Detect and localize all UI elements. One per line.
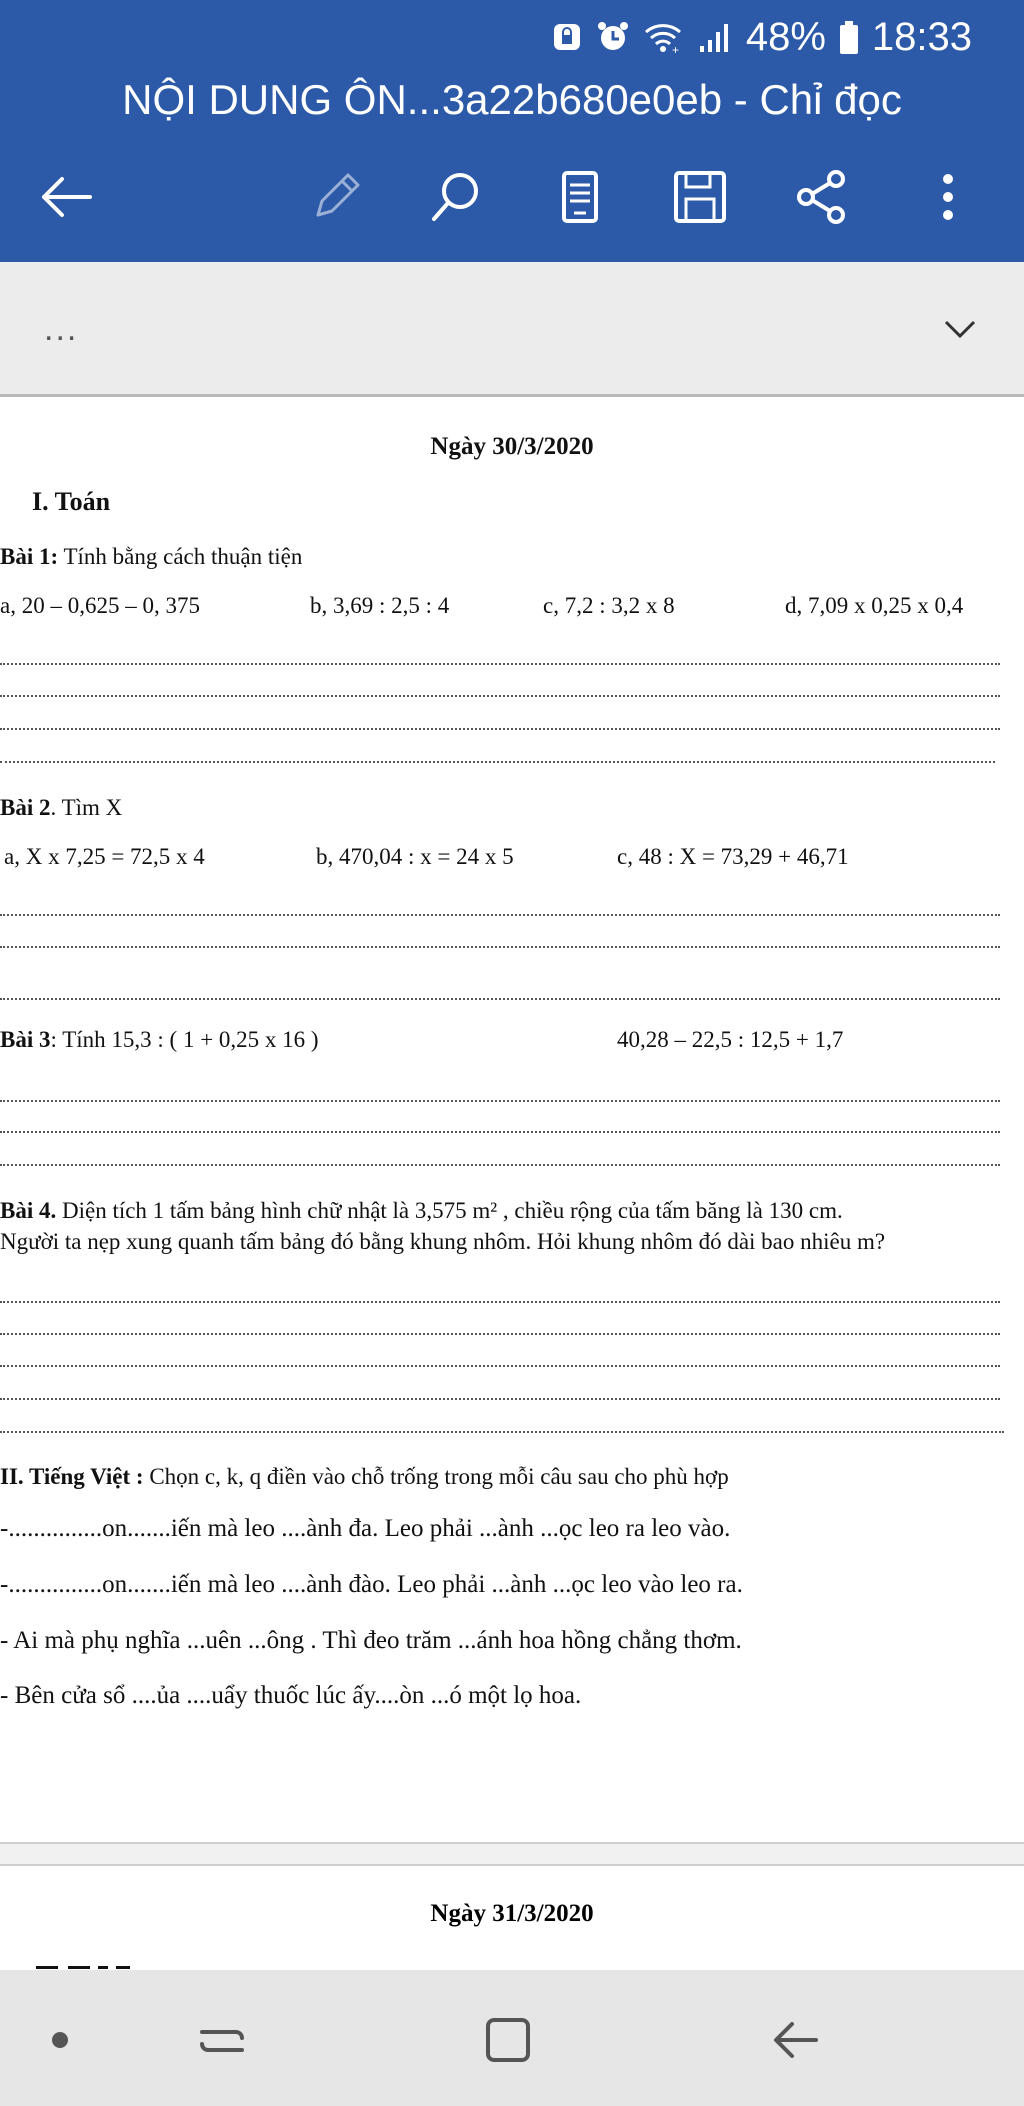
lock-icon	[550, 20, 584, 54]
exercise-1-label: Bài 1:	[0, 544, 59, 569]
document-page-2	[0, 1866, 1024, 1970]
page-separator	[0, 1842, 1024, 1866]
exercise-3-text: : Tính 15,3 : ( 1 + 0,25 x 16 )	[50, 1027, 319, 1052]
answer-line	[0, 998, 1000, 1000]
exercise-1d: d, 7,09 x 0,25 x 0,4	[785, 593, 964, 618]
battery-icon	[838, 20, 860, 54]
chevron-down-icon[interactable]	[940, 310, 980, 350]
ribbon-bar	[0, 262, 1024, 397]
exercise-4	[0, 1198, 843, 1224]
more-options-icon[interactable]	[916, 165, 980, 229]
section-vietnamese	[0, 1464, 729, 1490]
answer-line	[0, 1131, 1000, 1133]
exercise-4-line1: Diện tích 1 tấm bảng hình chữ nhật là 3,575 m² , chiều rộng của tấm băng là 130 cm.	[56, 1198, 843, 1223]
edit-pencil-icon[interactable]	[304, 165, 368, 229]
vietnamese-line-2: -...............on.......iến mà leo ....ành đào. Leo phải ...ành ...ọc leo vào leo ra.	[0, 1571, 743, 1598]
answer-line	[0, 1333, 1000, 1335]
back-arrow-icon[interactable]	[34, 165, 98, 229]
wifi-icon	[642, 20, 686, 54]
reading-view-icon[interactable]	[548, 165, 612, 229]
share-icon[interactable]	[790, 165, 854, 229]
ribbon-more-button[interactable]: ...	[44, 310, 79, 348]
section-vietnamese-text: Chọn c, k, q điền vào chỗ trống trong mỗi câu sau cho phù hợp	[143, 1464, 729, 1489]
exercise-1-text: Tính bằng cách thuận tiện	[58, 544, 303, 569]
exercise-2b: b, 470,04 : x = 24 x 5	[316, 844, 514, 869]
answer-line	[0, 663, 1000, 665]
toolbar	[0, 155, 1024, 235]
answer-line	[0, 1164, 1000, 1166]
section-math-heading: I. Toán	[32, 487, 111, 516]
date-heading: Ngày 30/3/2020	[430, 433, 594, 460]
vietnamese-line-1: -...............on.......iến mà leo ....ành đa. Leo phải ...ành ...ọc leo ra leo vào.	[0, 1515, 731, 1542]
section-vietnamese-label: II. Tiếng Việt :	[0, 1464, 144, 1489]
document-page	[0, 397, 1024, 1842]
status-bar	[550, 12, 972, 62]
answer-line	[0, 914, 1000, 916]
vietnamese-line-3: - Ai mà phụ nghĩa ...uên ...ông . Thì đeo trăm ...ánh hoa hồng chẳng thơm.	[0, 1627, 742, 1654]
answer-line	[0, 1431, 1004, 1433]
exercise-1b: b, 3,69 : 2,5 : 4	[310, 593, 450, 618]
answer-line	[0, 761, 995, 763]
home-icon[interactable]	[478, 2010, 538, 2070]
answer-line	[0, 695, 1000, 697]
navigation-bar	[0, 1970, 1024, 2106]
answer-line	[0, 1301, 1000, 1303]
exercise-2-text: . Tìm X	[50, 795, 123, 820]
back-icon[interactable]	[766, 2010, 826, 2070]
clock-time: 18:33	[871, 14, 972, 59]
answer-line	[0, 1365, 1000, 1367]
exercise-2a: a, X x 7,25 = 72,5 x 4	[4, 844, 205, 869]
exercise-1c: c, 7,2 : 3,2 x 8	[543, 593, 675, 618]
app-bar	[0, 0, 1024, 262]
exercise-2c: c, 48 : X = 73,29 + 46,71	[617, 844, 849, 869]
answer-line	[0, 1100, 1000, 1102]
exercise-4-line2: Người ta nẹp xung quanh tấm bảng đó bằng khung nhôm. Hỏi khung nhôm đó dài bao nhiêu m?	[0, 1229, 886, 1254]
exercise-1a: a, 20 – 0,625 – 0, 375	[0, 593, 200, 618]
exercise-3-label: Bài 3	[0, 1027, 51, 1052]
exercise-4-label: Bài 4.	[0, 1198, 57, 1223]
exercise-1	[0, 544, 302, 570]
svg-text:+: +	[671, 43, 679, 54]
answer-line	[0, 728, 1000, 730]
alarm-icon	[596, 20, 630, 54]
answer-line	[0, 946, 1000, 948]
recent-apps-icon[interactable]	[192, 2010, 252, 2070]
search-icon[interactable]	[424, 165, 488, 229]
document-title: NỘI DUNG ÔN...3a22b680e0eb - Chỉ đọc	[122, 76, 902, 123]
exercise-2	[0, 795, 122, 821]
vietnamese-line-4: - Bên cửa sổ ....ủa ....uẩy thuốc lúc ấy....òn ...ó một lọ hoa.	[0, 1682, 582, 1709]
save-icon[interactable]	[668, 165, 732, 229]
exercise-3b: 40,28 – 22,5 : 12,5 + 1,7	[617, 1027, 844, 1052]
nav-dot-icon[interactable]	[30, 2010, 90, 2070]
cut-off-text	[32, 1962, 152, 1970]
date-heading-2: Ngày 31/3/2020	[430, 1900, 594, 1927]
answer-line	[0, 1398, 1000, 1400]
exercise-3	[0, 1027, 319, 1053]
battery-percent: 48%	[745, 14, 826, 59]
signal-icon	[698, 20, 734, 54]
exercise-2-label: Bài 2	[0, 795, 51, 820]
